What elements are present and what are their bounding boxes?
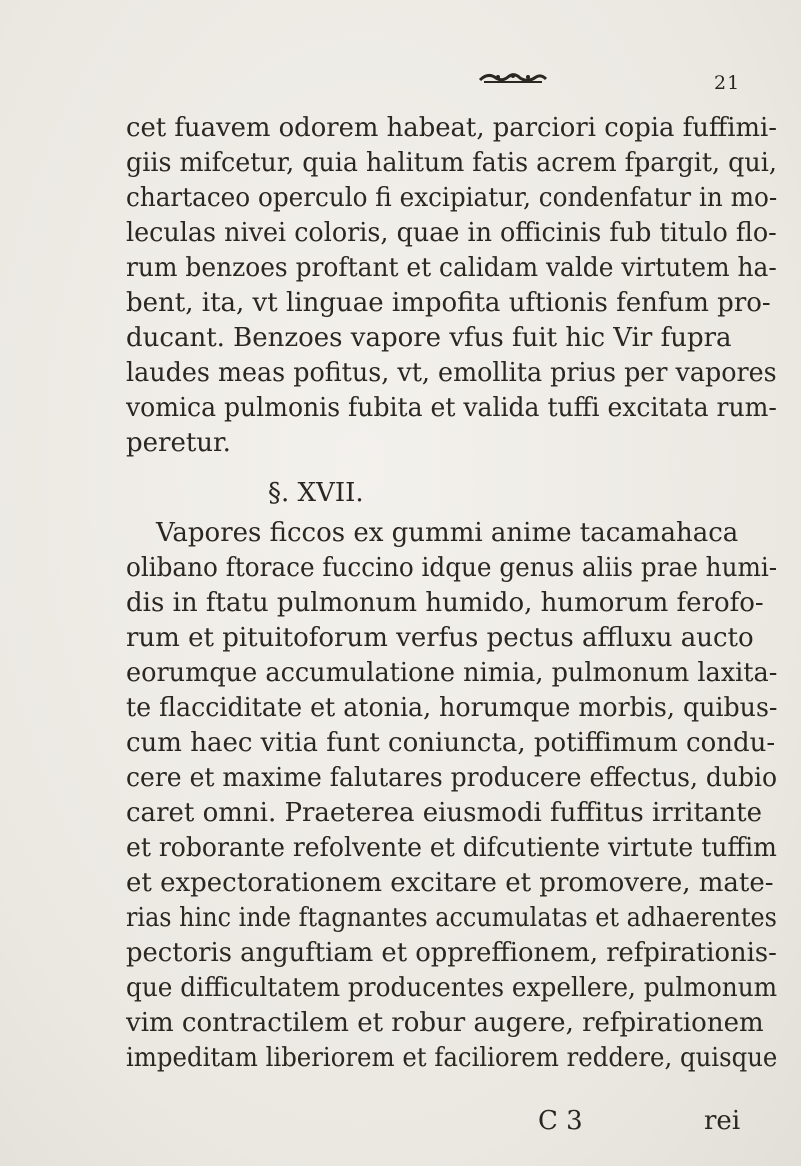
text-line: te flacciditate et atonia, horumque morbis, quibus-	[126, 693, 778, 723]
text-line: vomica pulmonis fubita et valida tuffi excitata rum-	[126, 393, 777, 423]
text-line: peretur.	[126, 428, 231, 458]
text-line: Vapores ficcos ex gummi anime tacamahaca	[156, 518, 739, 548]
text-line: pectoris anguftiam et oppreffionem, refpirationis-	[126, 938, 777, 968]
text-line: cum haec vitia funt coniuncta, potiffimum condu-	[126, 728, 776, 758]
text-line: ducant. Benzoes vapore vfus fuit hic Vir fupra	[126, 323, 732, 353]
text-line: eorumque accumulatione nimia, pulmonum laxita-	[126, 658, 778, 688]
text-line: cet fuavem odorem habeat, parciori copia fuffimi-	[126, 113, 778, 143]
text-line: et expectorationem excitare et promovere, mate-	[126, 868, 774, 898]
text-line: chartaceo operculo fi excipiatur, condenfatur in mo-	[126, 183, 778, 213]
catchword: rei	[704, 1106, 741, 1136]
text-line: rum et pituitoforum verfus pectus affluxu aucto	[126, 623, 754, 653]
text-line: dis in ftatu pulmonum humido, humorum ferofo-	[126, 588, 764, 618]
text-line: leculas nivei coloris, quae in officinis fub titulo flo-	[126, 218, 777, 248]
section-heading: §. XVII.	[268, 478, 364, 508]
text-line: vim contractilem et robur augere, refpirationem	[126, 1008, 764, 1038]
text-line: rias hinc inde ftagnantes accumulatas et adhaerentes	[126, 903, 777, 933]
text-line: olibano ftorace fuccino idque genus aliis prae humi-	[126, 553, 778, 583]
page-number: 21	[714, 72, 741, 94]
text-line: et roborante refolvente et difcutiente virtute tuffim	[126, 833, 777, 863]
text-line: caret omni. Praeterea eiusmodi fuffitus irritante	[126, 798, 763, 828]
signature-mark: C 3	[538, 1106, 583, 1136]
text-line: laudes meas pofitus, vt, emollita prius per vapores	[126, 358, 777, 388]
text-line: impeditam liberiorem et faciliorem reddere, quisque	[126, 1043, 778, 1073]
text-line: giis mifcetur, quia halitum fatis acrem fpargit, qui,	[126, 148, 777, 178]
text-line: cere et maxime falutares producere effectus, dubio	[126, 763, 778, 793]
text-line: que difficultatem producentes expellere, pulmonum	[126, 973, 778, 1003]
text-line: bent, ita, vt linguae impofita uftionis fenfum pro-	[126, 288, 771, 318]
text-line: rum benzoes proftant et calidam valde virtutem ha-	[126, 253, 777, 283]
printer-ornament-icon	[478, 68, 548, 88]
